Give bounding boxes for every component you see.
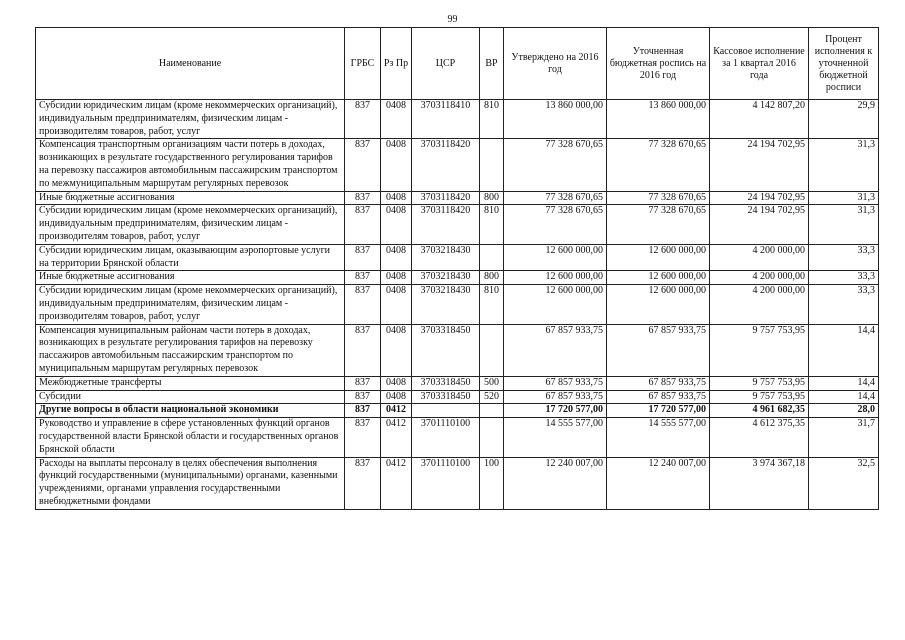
header-refined: Уточненная бюджетная роспись на 2016 год xyxy=(607,28,710,100)
table-row xyxy=(36,285,879,324)
cell-grbs: 837 xyxy=(345,285,381,324)
cell-name: Компенсация муниципальным районам части потерь в доходах, возникающих в результате регулирования тарифов на перевозку пассажиров автомобильным пассажирским транспортом по муниципальным маршрутам регулярных перевозок xyxy=(36,324,345,376)
cell-approved: 17 720 577,00 xyxy=(504,404,607,418)
table-row xyxy=(36,139,879,191)
cell-percent: 29,9 xyxy=(809,100,879,139)
cell-vr: 800 xyxy=(480,191,504,205)
cell-vr: 500 xyxy=(480,376,504,390)
cell-refined: 77 328 670,65 xyxy=(607,139,710,191)
cell-rzpr: 0408 xyxy=(381,205,412,244)
cell-approved: 77 328 670,65 xyxy=(504,139,607,191)
cell-cash: 9 757 753,95 xyxy=(710,324,809,376)
cell-cash: 9 757 753,95 xyxy=(710,390,809,404)
cell-grbs: 837 xyxy=(345,404,381,418)
cell-grbs: 837 xyxy=(345,191,381,205)
cell-percent: 31,3 xyxy=(809,139,879,191)
cell-approved: 12 600 000,00 xyxy=(504,244,607,271)
header-approved: Утверждено на 2016 год xyxy=(504,28,607,100)
cell-approved: 12 240 007,00 xyxy=(504,457,607,509)
table-row xyxy=(36,271,879,285)
table-row xyxy=(36,244,879,271)
cell-csr: 3703118420 xyxy=(412,191,480,205)
cell-name: Иные бюджетные ассигнования xyxy=(36,271,345,285)
cell-csr: 3703218430 xyxy=(412,244,480,271)
cell-vr xyxy=(480,418,504,457)
cell-refined: 77 328 670,65 xyxy=(607,205,710,244)
cell-grbs: 837 xyxy=(345,100,381,139)
cell-refined: 13 860 000,00 xyxy=(607,100,710,139)
cell-refined: 67 857 933,75 xyxy=(607,324,710,376)
cell-cash: 4 612 375,35 xyxy=(710,418,809,457)
cell-vr: 810 xyxy=(480,285,504,324)
cell-cash: 24 194 702,95 xyxy=(710,139,809,191)
cell-cash: 9 757 753,95 xyxy=(710,376,809,390)
cell-name: Расходы на выплаты персоналу в целях обеспечения выполнения функций государственными (муниципальными) органами, казенными учреждениями, органами управления государственными внебюджетными фондами xyxy=(36,457,345,509)
cell-csr: 3701110100 xyxy=(412,418,480,457)
cell-vr xyxy=(480,404,504,418)
cell-grbs: 837 xyxy=(345,418,381,457)
cell-refined: 12 600 000,00 xyxy=(607,244,710,271)
cell-percent: 33,3 xyxy=(809,271,879,285)
header-name: Наименование xyxy=(36,28,345,100)
table-row xyxy=(36,418,879,457)
cell-percent: 14,4 xyxy=(809,376,879,390)
table-body xyxy=(36,100,879,510)
cell-percent: 31,3 xyxy=(809,191,879,205)
cell-approved: 67 857 933,75 xyxy=(504,376,607,390)
table-row xyxy=(36,457,879,509)
cell-approved: 67 857 933,75 xyxy=(504,324,607,376)
cell-name: Субсидии юридическим лицам (кроме некоммерческих организаций), индивидуальным предпринимателям, физическим лицам - производителям товаров, работ, услуг xyxy=(36,100,345,139)
cell-csr xyxy=(412,404,480,418)
cell-name: Субсидии xyxy=(36,390,345,404)
cell-percent: 32,5 xyxy=(809,457,879,509)
table-row xyxy=(36,376,879,390)
cell-name: Руководство и управление в сфере установленных функций органов государственной власти Брянской области и государственных органов Брянской области xyxy=(36,418,345,457)
cell-cash: 4 961 682,35 xyxy=(710,404,809,418)
header-rzpr: Рз Пр xyxy=(381,28,412,100)
cell-cash: 24 194 702,95 xyxy=(710,191,809,205)
table-header-row xyxy=(36,28,879,100)
cell-grbs: 837 xyxy=(345,271,381,285)
cell-grbs: 837 xyxy=(345,324,381,376)
cell-grbs: 837 xyxy=(345,139,381,191)
budget-execution-table xyxy=(35,27,879,510)
cell-refined: 67 857 933,75 xyxy=(607,390,710,404)
cell-refined: 14 555 577,00 xyxy=(607,418,710,457)
cell-grbs: 837 xyxy=(345,390,381,404)
cell-rzpr: 0408 xyxy=(381,376,412,390)
cell-name: Другие вопросы в области национальной экономики xyxy=(36,404,345,418)
cell-csr: 3703218430 xyxy=(412,285,480,324)
cell-rzpr: 0408 xyxy=(381,324,412,376)
cell-percent: 31,3 xyxy=(809,205,879,244)
cell-vr: 100 xyxy=(480,457,504,509)
cell-vr xyxy=(480,324,504,376)
cell-csr: 3703118410 xyxy=(412,100,480,139)
cell-rzpr: 0408 xyxy=(381,390,412,404)
cell-approved: 12 600 000,00 xyxy=(504,271,607,285)
cell-refined: 12 600 000,00 xyxy=(607,271,710,285)
table-row xyxy=(36,191,879,205)
cell-rzpr: 0408 xyxy=(381,100,412,139)
cell-approved: 77 328 670,65 xyxy=(504,205,607,244)
table-row xyxy=(36,100,879,139)
cell-approved: 67 857 933,75 xyxy=(504,390,607,404)
table-row xyxy=(36,404,879,418)
cell-cash: 24 194 702,95 xyxy=(710,205,809,244)
table-row xyxy=(36,205,879,244)
cell-csr: 3701110100 xyxy=(412,457,480,509)
cell-cash: 4 200 000,00 xyxy=(710,271,809,285)
header-grbs: ГРБС xyxy=(345,28,381,100)
cell-percent: 31,7 xyxy=(809,418,879,457)
page-number: 99 xyxy=(447,14,458,25)
header-cash: Кассовое исполнение за 1 квартал 2016 года xyxy=(710,28,809,100)
cell-name: Субсидии юридическим лицам, оказывающим аэропортовые услуги на территории Брянской области xyxy=(36,244,345,271)
cell-name: Субсидии юридическим лицам (кроме некоммерческих организаций), индивидуальным предпринимателям, физическим лицам - производителям товаров, работ, услуг xyxy=(36,285,345,324)
cell-grbs: 837 xyxy=(345,457,381,509)
cell-rzpr: 0412 xyxy=(381,404,412,418)
cell-approved: 14 555 577,00 xyxy=(504,418,607,457)
cell-name: Компенсация транспортным организациям части потерь в доходах, возникающих в результате государственного регулирования тарифов на перевозку пассажиров автомобильным пассажирским транспортом по межмуниципальным маршрутам регулярных перевозок xyxy=(36,139,345,191)
cell-rzpr: 0408 xyxy=(381,139,412,191)
cell-refined: 17 720 577,00 xyxy=(607,404,710,418)
cell-name: Субсидии юридическим лицам (кроме некоммерческих организаций), индивидуальным предпринимателям, физическим лицам - производителям товаров, работ, услуг xyxy=(36,205,345,244)
cell-rzpr: 0408 xyxy=(381,271,412,285)
table-row xyxy=(36,324,879,376)
cell-grbs: 837 xyxy=(345,205,381,244)
cell-refined: 77 328 670,65 xyxy=(607,191,710,205)
cell-name: Межбюджетные трансферты xyxy=(36,376,345,390)
cell-percent: 33,3 xyxy=(809,244,879,271)
cell-approved: 77 328 670,65 xyxy=(504,191,607,205)
cell-csr: 3703318450 xyxy=(412,324,480,376)
cell-rzpr: 0408 xyxy=(381,244,412,271)
cell-grbs: 837 xyxy=(345,244,381,271)
cell-csr: 3703118420 xyxy=(412,205,480,244)
cell-percent: 14,4 xyxy=(809,324,879,376)
cell-vr: 810 xyxy=(480,100,504,139)
cell-rzpr: 0412 xyxy=(381,418,412,457)
cell-cash: 4 200 000,00 xyxy=(710,285,809,324)
cell-vr: 520 xyxy=(480,390,504,404)
cell-approved: 13 860 000,00 xyxy=(504,100,607,139)
cell-csr: 3703118420 xyxy=(412,139,480,191)
cell-vr: 800 xyxy=(480,271,504,285)
cell-csr: 3703218430 xyxy=(412,271,480,285)
header-vr: ВР xyxy=(480,28,504,100)
cell-rzpr: 0412 xyxy=(381,457,412,509)
cell-cash: 3 974 367,18 xyxy=(710,457,809,509)
cell-cash: 4 200 000,00 xyxy=(710,244,809,271)
cell-refined: 12 240 007,00 xyxy=(607,457,710,509)
cell-refined: 12 600 000,00 xyxy=(607,285,710,324)
cell-vr xyxy=(480,139,504,191)
table-row xyxy=(36,390,879,404)
header-percent: Процент исполнения к уточненной бюджетной росписи xyxy=(809,28,879,100)
cell-refined: 67 857 933,75 xyxy=(607,376,710,390)
cell-vr: 810 xyxy=(480,205,504,244)
cell-rzpr: 0408 xyxy=(381,285,412,324)
cell-name: Иные бюджетные ассигнования xyxy=(36,191,345,205)
cell-percent: 14,4 xyxy=(809,390,879,404)
cell-vr xyxy=(480,244,504,271)
cell-rzpr: 0408 xyxy=(381,191,412,205)
cell-grbs: 837 xyxy=(345,376,381,390)
cell-csr: 3703318450 xyxy=(412,390,480,404)
cell-approved: 12 600 000,00 xyxy=(504,285,607,324)
cell-cash: 4 142 807,20 xyxy=(710,100,809,139)
cell-percent: 28,0 xyxy=(809,404,879,418)
cell-percent: 33,3 xyxy=(809,285,879,324)
header-csr: ЦСР xyxy=(412,28,480,100)
cell-csr: 3703318450 xyxy=(412,376,480,390)
